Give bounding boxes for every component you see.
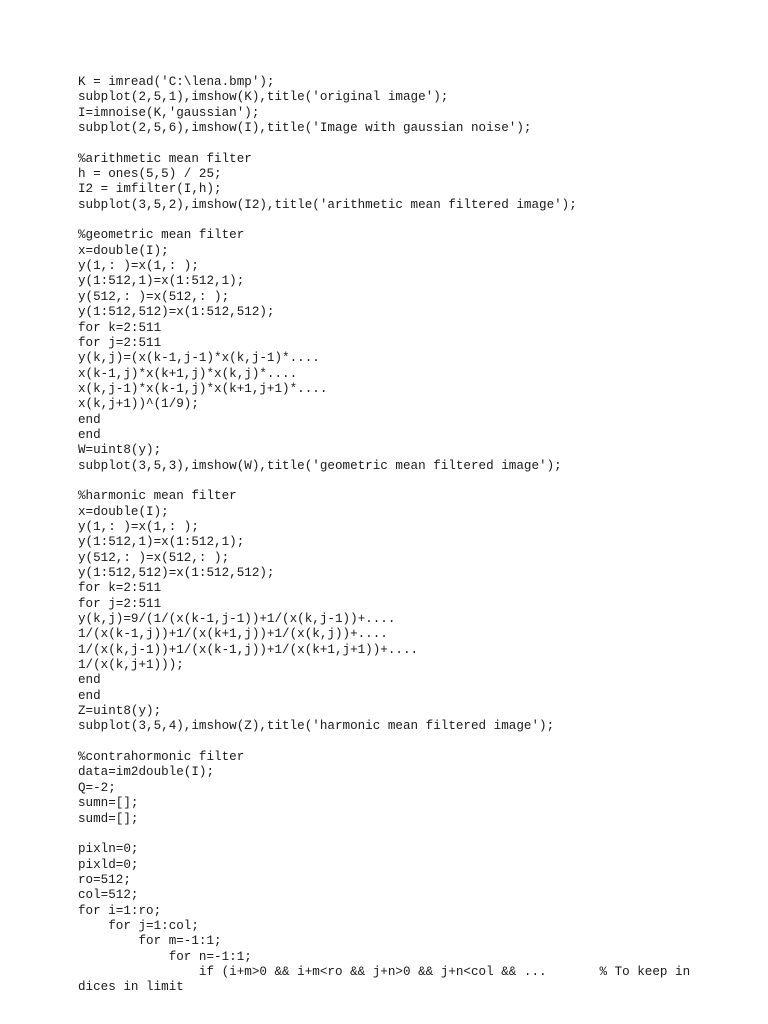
code-line: %arithmetic mean filter: [78, 151, 252, 166]
code-line: end: [78, 688, 101, 703]
code-line: [78, 735, 728, 750]
code-line: for j=1:col;: [78, 918, 199, 933]
code-line: h = ones(5,5) / 25;: [78, 167, 222, 182]
code-line: for k=2:511: [78, 581, 162, 596]
code-line: %contrahormonic filter: [78, 750, 245, 765]
code-line: y(k,j)=9/(1/(x(k-1,j-1))+1/(x(k,j-1))+....: [78, 612, 396, 627]
code-line: for k=2:511: [78, 320, 162, 335]
code-line: end: [78, 412, 101, 427]
code-line: y(1:512,512)=x(1:512,512);: [78, 566, 275, 580]
code-line: col=512;: [78, 888, 139, 903]
code-line: 1/(x(k,j-1))+1/(x(k-1,j))+1/(x(k+1,j+1))+....: [78, 642, 419, 657]
code-line: subplot(2,5,1),imshow(K),title('original image');: [78, 90, 449, 105]
code-line: [78, 136, 728, 151]
code-line: sumd=[];: [78, 811, 139, 826]
code-line: subplot(2,5,6),imshow(I),title('Image with gaussian noise');: [78, 121, 532, 136]
code-line: subplot(3,5,3),imshow(W),title('geometric mean filtered image');: [78, 458, 562, 473]
code-line: y(1,: )=x(1,: );: [78, 259, 199, 274]
code-line: y(512,: )=x(512,: );: [78, 550, 230, 565]
code-line: 1/(x(k,j+1)));: [78, 658, 184, 673]
code-line: Q=-2;: [78, 780, 116, 795]
code-line: x=double(I);: [78, 504, 169, 519]
code-line: for j=2:511: [78, 335, 162, 350]
code-line: K = imread('C:\lena.bmp');: [78, 75, 275, 89]
code-line: dices in limit: [78, 980, 184, 995]
code-line: pixld=0;: [78, 857, 139, 872]
code-line: y(1:512,1)=x(1:512,1);: [78, 535, 245, 550]
code-line: if (i+m>0 && i+m<ro && j+n>0 && j+n<col && ... % To keep in: [78, 964, 691, 979]
code-line: data=im2double(I);: [78, 765, 215, 780]
code-line: %harmonic mean filter: [78, 489, 237, 504]
code-line: I=imnoise(K,'gaussian');: [78, 105, 260, 120]
code-line: for i=1:ro;: [78, 903, 162, 918]
code-line: %geometric mean filter: [78, 228, 245, 243]
code-line: x=double(I);: [78, 243, 169, 258]
code-line: pixln=0;: [78, 842, 139, 857]
code-line: [78, 474, 728, 489]
code-line: x(k,j-1)*x(k-1,j)*x(k+1,j+1)*....: [78, 381, 328, 396]
code-line: 1/(x(k-1,j))+1/(x(k+1,j))+1/(x(k,j))+....: [78, 627, 388, 642]
code-line: for j=2:511: [78, 596, 162, 611]
code-line: [78, 827, 728, 842]
code-line: sumn=[];: [78, 796, 139, 811]
code-line: subplot(3,5,2),imshow(I2),title('arithmetic mean filtered image');: [78, 197, 577, 212]
code-line: for m=-1:1;: [78, 934, 222, 949]
code-line: subplot(3,5,4),imshow(Z),title('harmonic mean filtered image');: [78, 719, 555, 734]
code-line: x(k,j+1))^(1/9);: [78, 397, 199, 412]
code-line: I2 = imfilter(I,h);: [78, 182, 222, 197]
code-line: x(k-1,j)*x(k+1,j)*x(k,j)*....: [78, 366, 298, 381]
code-line: y(k,j)=(x(k-1,j-1)*x(k,j-1)*....: [78, 351, 320, 366]
code-line: Z=uint8(y);: [78, 704, 162, 719]
code-line: y(512,: )=x(512,: );: [78, 289, 230, 304]
code-line: ro=512;: [78, 872, 131, 887]
code-line: end: [78, 427, 101, 442]
code-line: for n=-1:1;: [78, 949, 252, 964]
code-line: y(1,: )=x(1,: );: [78, 519, 199, 534]
code-line: y(1:512,512)=x(1:512,512);: [78, 305, 275, 320]
code-line: W=uint8(y);: [78, 443, 162, 458]
code-line: y(1:512,1)=x(1:512,1);: [78, 274, 245, 289]
matlab-code-block: [78, 75, 728, 996]
code-line: [78, 213, 728, 228]
code-line: end: [78, 673, 101, 688]
